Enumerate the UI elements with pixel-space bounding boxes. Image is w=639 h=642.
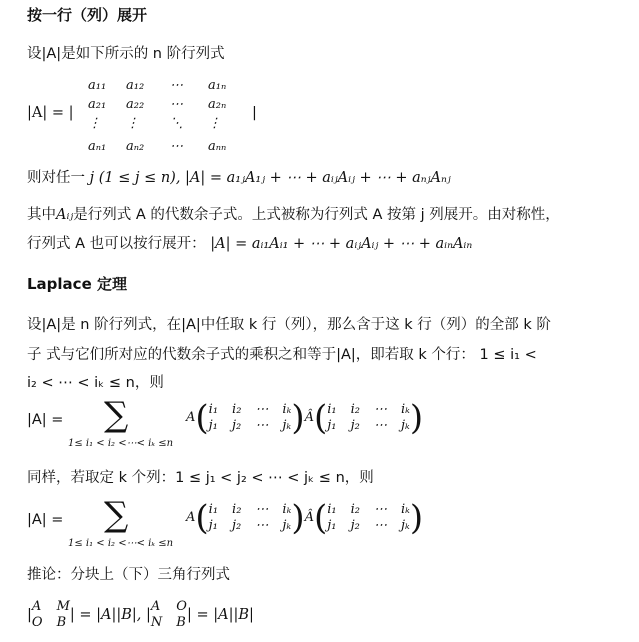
explanation-line-1 [27,205,560,225]
block-entry: A [31,599,42,614]
binom-entry: i₁ [327,402,337,417]
column-expansion [27,168,451,188]
block-entry: O [176,599,187,614]
laplace-formula-lhs: |A| = [27,412,64,428]
binom-entry: ⋯ [373,402,387,417]
binom-entry: jₖ [282,518,292,533]
binom-entry: ⋯ [373,502,387,517]
matrix-cell: a₁₂ [126,78,145,93]
corollary-text: 推论：分块上（下）三角行列式 [27,567,230,583]
block-entry: M [56,599,70,614]
binom-entry: j₁ [327,518,337,533]
binom-entry: jₖ [400,518,410,533]
row-expansion-formula: |A| = aᵢ₁Aᵢ₁ + ⋯ + aᵢⱼAᵢⱼ + ⋯ + aᵢₙAᵢₙ [210,236,473,252]
sum-range: 1≤ i₁ < i₂ <⋯< iₖ ≤n [68,538,174,549]
binom-entry: jₖ [282,418,292,433]
intro-text: 设|A|是如下所示的 n 阶行列式 [27,46,225,62]
matrix-cell: a₂₁ [88,97,107,112]
binom-entry: j₂ [232,418,242,433]
binom-entry: ⋯ [255,518,269,533]
block-equation-2: | = |A||B| [186,607,254,623]
block-entry: B [56,615,67,630]
binom-entry: j₂ [350,418,360,433]
cofactor-symbol: Â [304,510,314,525]
laplace-text-line-3: i₂ < ⋯ < iₖ ≤ n，则 [27,375,164,391]
binom-entry: i₂ [232,502,242,517]
cofactor-symbol: Aᵢⱼ [56,207,74,223]
laplace-text-line-2: 子 式与它们所对应的代数余子式的乘积之和等于|A|，即若取 k 个行： 1 ≤ i₁ < [27,347,537,363]
laplace-formula-lhs-2: |A| = [27,512,64,528]
binom-entry: iₖ [282,402,292,417]
block-triangular-formula [27,598,254,632]
explanation-prefix: 其中 [27,207,56,223]
cofactor-symbol: Â [304,410,314,425]
section-title-expansion: 按一行（列）展开 [27,6,148,24]
binom-entry: ⋯ [373,418,387,433]
block-equation-1: | = |A||B|, | [69,607,151,623]
binom-entry: j₁ [208,518,218,533]
block-entry: A [150,599,161,614]
block-entry: N [150,615,163,630]
explanation-line-2 [27,234,472,254]
block-entry: B [176,615,186,630]
minor-symbol: A [186,410,196,425]
binom-entry: i₂ [350,502,360,517]
binom-entry: j₁ [208,418,218,433]
block-entry: O [31,615,43,630]
sum-symbol: ∑ [104,395,129,435]
laplace-product-2: A ( i₁ i₂ ⋯ iₖ j₁ j₂ ⋯ jₖ ) Â ( i₁ i₂ ⋯ iₖ j₁ j₂ ⋯ jₖ ) [186,498,424,538]
matrix-cell: a₁ₙ [208,78,227,93]
binom-entry: ⋯ [255,418,269,433]
det-lhs: |A| = | [27,105,74,121]
column-expansion-formula: j (1 ≤ j ≤ n), |A| = a₁ⱼA₁ⱼ + ⋯ + aᵢⱼAᵢⱼ + ⋯ + aₙⱼAₙⱼ [89,170,451,186]
matrix-cell: a₂₂ [126,97,145,112]
binom-entry: ⋯ [255,402,269,417]
column-expansion-prefix: 则对任一 [27,170,85,186]
det-rhs: | [252,105,257,121]
explanation-prefix: 行列式 A 也可以按行展开： [27,236,206,252]
binom-entry: iₖ [400,502,410,517]
binom-entry: i₁ [208,402,219,417]
section-title-laplace: Laplace 定理 [27,275,127,293]
matrix-cell: ⋮ [126,116,139,131]
matrix-cell: aₙ₂ [126,139,145,154]
matrix-cell: ⋮ [208,116,221,131]
matrix-cell: ⋯ [170,97,183,112]
binom-entry: ⋯ [255,502,269,517]
binom-entry: j₁ [327,418,337,433]
matrix-cell: a₁₁ [88,78,107,93]
binom-entry: j₂ [350,518,360,533]
matrix-cell: aₙ₁ [88,139,107,154]
sum-symbol: ∑ [104,495,129,535]
matrix-cell: ⋯ [170,78,183,93]
binom-entry: iₖ [400,402,410,417]
binom-entry: i₁ [327,502,337,517]
matrix-cell: ⋯ [170,139,183,154]
binom-entry: iₖ [282,502,292,517]
determinant-matrix [88,76,248,156]
det-bar: | [27,607,32,623]
binom-entry: i₂ [232,402,242,417]
minor-symbol: A [186,510,196,525]
matrix-cell: aₙₙ [208,139,227,154]
binom-entry: jₖ [400,418,410,433]
columns-line: 同样，若取定 k 个列：1 ≤ j₁ < j₂ < ⋯ < jₖ ≤ n，则 [27,470,374,486]
binom-entry: j₂ [232,518,242,533]
laplace-text-line-1: 设|A|是 n 阶行列式，在|A|中任取 k 行（列），那么含于这 k 行（列）的全部 k 阶 [27,317,551,333]
sum-range: 1≤ i₁ < i₂ <⋯< iₖ ≤n [68,438,174,449]
laplace-product: A ( i₁ i₂ ⋯ iₖ j₁ j₂ ⋯ jₖ ) Â ( i₁ i₂ ⋯ iₖ j₁ j₂ ⋯ jₖ ) [186,398,424,438]
matrix-cell: ⋱ [170,116,183,131]
matrix-cell: a₂ₙ [208,97,227,112]
binom-entry: i₂ [350,402,360,417]
binom-entry: i₁ [208,502,219,517]
matrix-cell: ⋮ [88,116,101,131]
binom-entry: ⋯ [373,518,387,533]
explanation-text: 是行列式 A 的代数余子式。上式被称为行列式 A 按第 j 列展开。由对称性， [73,207,560,223]
